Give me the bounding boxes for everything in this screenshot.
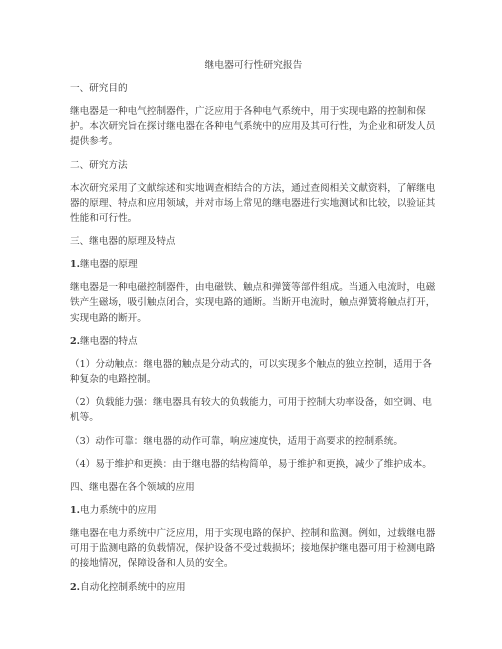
- section-heading-purpose: 一、研究目的: [70, 83, 128, 94]
- subheading-power-system: [70, 503, 437, 518]
- paragraph-purpose: 继电器是一种电气控制器件，广泛应用于各种电气系统中，用于实现电路的控制和保护。本次研究旨在探讨继电器在各种电气系统中的应用及其可行性，为企业和研发人员提供参考。: [70, 106, 436, 148]
- subheading-automation: [70, 580, 437, 595]
- subheading-principle: [70, 257, 437, 272]
- subheading-text: 电力系统中的应用: [80, 505, 157, 517]
- feature-item: （1）分动触点：继电器的触点是分动式的，可以实现多个触点的独立控制，适用于各种复杂的电路控制。: [70, 358, 432, 386]
- document-title: 继电器可行性研究报告: [204, 60, 303, 71]
- paragraph-principle: 继电器是一种电磁控制器件，由电磁铁、触点和弹簧等部件组成。当通入电流时，电磁铁产生磁场，吸引触点闭合，实现电路的通断。当断开电流时，触点弹簧将触点打开，实现电路的断开。: [70, 282, 436, 324]
- feature-item: （3）动作可靠：继电器的动作可靠，响应速度快，适用于高要求的控制系统。: [70, 435, 403, 447]
- feature-item: （2）负载能力强：继电器具有较大的负载能力，可用于控制大功率设备，如空调、电机等。: [70, 397, 432, 424]
- subheading-features: [70, 334, 437, 349]
- section-heading-method: 二、研究方法: [70, 159, 128, 171]
- paragraph-power-system: 继电器在电力系统中广泛应用，用于实现电路的保护、控制和监测。例如，过载继电器可用于监测电路的负载情况，保护设备不受过载损坏；接地保护继电器可用于检测电路的接地情况，保障设备和人员的安全。: [70, 528, 436, 570]
- subheading-text: 继电器的特点: [80, 335, 138, 347]
- subheading-number: 1.: [70, 259, 81, 271]
- document-page: [70, 58, 437, 603]
- section-heading-applications: 四、继电器在各个领域的应用: [70, 482, 195, 494]
- subheading-text: 自动化控制系统中的应用: [80, 581, 186, 593]
- paragraph-method: 本次研究采用了文献综述和实地调查相结合的方法，通过查阅相关文献资料，了解继电器的原理、特点和应用领域，并对市场上常见的继电器进行实地测试和比较，以验证其性能和可行性。: [70, 182, 436, 225]
- subheading-text: 继电器的原理: [80, 259, 138, 271]
- subheading-number: 2.: [70, 581, 81, 593]
- feature-item: （4）易于维护和更换：由于继电器的结构简单，易于维护和更换，减少了维护成本。: [70, 458, 432, 470]
- subheading-number: 2.: [70, 335, 81, 347]
- section-heading-principle: 三、继电器的原理及特点: [70, 236, 176, 248]
- subheading-number: 1.: [70, 505, 81, 517]
